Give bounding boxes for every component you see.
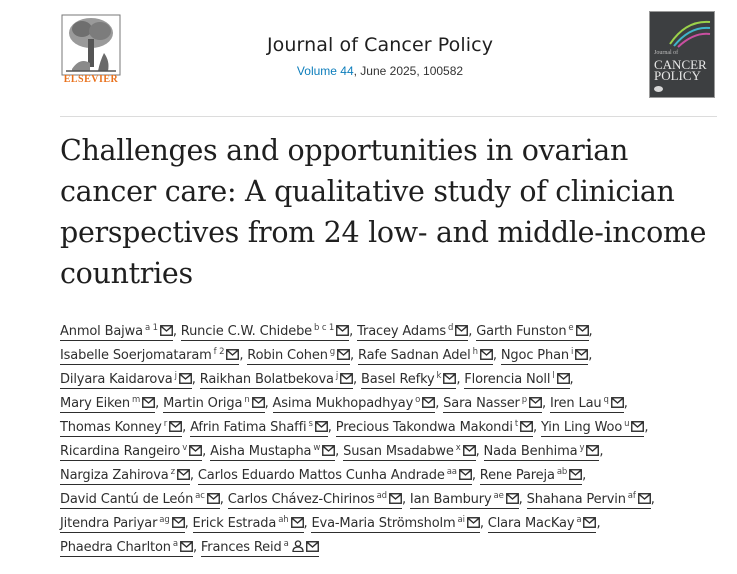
author-affiliation: r	[163, 419, 168, 429]
author-name: Garth Funston	[476, 324, 567, 339]
author-separator: ,	[350, 348, 359, 363]
author-separator: ,	[335, 444, 344, 459]
author-name: Dilyara Kaidarova	[60, 372, 173, 387]
envelope-icon[interactable]	[576, 325, 589, 336]
author-name: Nargiza Zahirova	[60, 468, 169, 483]
author-link[interactable]	[358, 348, 493, 365]
author-separator: ,	[599, 444, 604, 459]
author-separator: ,	[533, 420, 541, 435]
author-line	[60, 462, 722, 486]
article-title: Challenges and opportunities in ovarian cancer care: A qualitative study of clinician perspectives from 24 low- and middle-income countries	[60, 134, 707, 290]
author-affiliation: a	[283, 539, 289, 549]
author-name: Florencia Noll	[464, 372, 551, 387]
envelope-icon[interactable]	[443, 373, 456, 384]
author-name: Susan Msadabwe	[343, 444, 454, 459]
author-name: Carlos Eduardo Mattos Cunha Andrade	[197, 468, 445, 483]
author-line	[60, 342, 722, 366]
author-separator: ,	[596, 516, 601, 531]
author-link[interactable]	[60, 348, 239, 365]
author-separator: ,	[518, 492, 527, 507]
author-separator: ,	[202, 444, 211, 459]
author-name: Precious Takondwa Makondi	[335, 420, 513, 435]
author-link[interactable]	[357, 324, 468, 341]
envelope-icon[interactable]	[207, 493, 220, 504]
author-affiliation: f 2	[213, 347, 225, 357]
person-icon	[292, 540, 304, 552]
author-affiliation: ah	[278, 515, 289, 525]
author-link[interactable]	[60, 396, 155, 413]
author-affiliation: g	[329, 347, 336, 357]
envelope-icon[interactable]	[252, 397, 265, 408]
author-separator: ,	[182, 420, 191, 435]
author-affiliation: a	[576, 515, 582, 525]
author-separator: ,	[303, 516, 312, 531]
author-link[interactable]	[336, 420, 533, 437]
author-link[interactable]	[198, 468, 472, 485]
author-name: Martin Origa	[163, 396, 243, 411]
envelope-icon[interactable]	[506, 493, 519, 504]
author-line	[60, 414, 722, 438]
envelope-icon[interactable]	[480, 349, 493, 360]
author-name: Isabelle Soerjomataram	[60, 348, 212, 363]
author-link[interactable]	[60, 420, 182, 437]
author-link[interactable]	[484, 444, 600, 461]
author-separator: ,	[401, 492, 410, 507]
volume-link[interactable]: Volume 44	[296, 64, 354, 78]
author-link[interactable]	[60, 372, 192, 389]
author-name: Erick Estrada	[192, 516, 277, 531]
author-name: Frances Reid	[200, 540, 282, 555]
author-separator: ,	[219, 492, 228, 507]
envelope-icon[interactable]	[180, 541, 193, 552]
envelope-icon[interactable]	[455, 325, 468, 336]
author-affiliation: t	[514, 419, 519, 429]
author-name: Ricardina Rangeiro	[60, 444, 181, 459]
author-line	[60, 510, 722, 534]
author-affiliation: ab	[556, 467, 568, 477]
author-affiliation: x	[455, 443, 461, 453]
author-separator: ,	[542, 396, 550, 411]
author-separator: ,	[479, 516, 488, 531]
envelope-icon[interactable]	[569, 469, 582, 480]
author-name: Ngoc Phan	[500, 348, 569, 363]
author-link[interactable]	[60, 324, 173, 341]
envelope-icon[interactable]	[322, 445, 335, 456]
author-name: Yin Ling Woo	[540, 420, 623, 435]
author-name: Asima Mukhopadhyay	[272, 396, 414, 411]
envelope-icon[interactable]	[169, 421, 182, 432]
author-link[interactable]	[190, 420, 328, 437]
author-link[interactable]	[60, 540, 193, 557]
journal-title-link[interactable]: Journal of Cancer Policy	[266, 34, 494, 56]
author-affiliation: w	[313, 443, 321, 453]
author-name: Anmol Bajwa	[60, 324, 143, 339]
author-affiliation: aa	[446, 467, 457, 477]
author-link[interactable]	[480, 468, 582, 485]
journal-info	[180, 34, 580, 78]
author-link[interactable]	[311, 516, 479, 533]
author-name: Basel Refky	[361, 372, 435, 387]
author-affiliation: k	[436, 371, 442, 381]
author-line	[60, 486, 722, 510]
author-affiliation: y	[579, 443, 585, 453]
author-separator: ,	[191, 372, 200, 387]
author-link[interactable]	[550, 396, 624, 413]
envelope-icon[interactable]	[631, 421, 644, 432]
header-divider	[60, 116, 717, 117]
author-name: Thomas Konney	[60, 420, 162, 435]
author-affiliation: j	[174, 371, 177, 381]
author-affiliation: b c 1	[314, 323, 335, 333]
author-name: Mary Eiken	[60, 396, 130, 411]
author-separator: ,	[192, 540, 201, 555]
author-affiliation: a	[172, 539, 178, 549]
author-link[interactable]	[163, 396, 264, 413]
author-separator: ,	[327, 420, 336, 435]
author-affiliation: s	[308, 419, 313, 429]
author-affiliation: e	[568, 323, 574, 333]
author-link[interactable]	[200, 372, 353, 389]
author-separator: ,	[650, 492, 655, 507]
envelope-icon[interactable]	[226, 349, 239, 360]
envelope-icon[interactable]	[583, 517, 596, 528]
cover-swirl-graphic	[668, 18, 712, 48]
author-affiliation: p	[521, 395, 527, 405]
author-separator: ,	[172, 324, 181, 339]
author-affiliation: n	[244, 395, 250, 405]
author-link[interactable]	[476, 324, 588, 341]
author-separator: ,	[189, 468, 198, 483]
author-name: Eva-Maria Strömsholm	[311, 516, 456, 531]
author-affiliation: d	[447, 323, 454, 333]
author-link[interactable]	[60, 516, 185, 533]
author-name: Rafe Sadnan Adel	[358, 348, 471, 363]
envelope-icon[interactable]	[336, 325, 349, 336]
author-link[interactable]	[60, 492, 220, 509]
envelope-icon[interactable]	[638, 493, 651, 504]
author-affiliation: i	[571, 347, 574, 357]
author-link[interactable]	[488, 516, 597, 533]
envelope-icon[interactable]	[529, 397, 542, 408]
envelope-icon[interactable]	[160, 325, 173, 336]
author-link[interactable]	[541, 420, 644, 437]
envelope-icon[interactable]	[575, 349, 588, 360]
author-affiliation: af	[627, 491, 636, 501]
publisher-name: ELSEVIER	[63, 74, 119, 85]
envelope-icon[interactable]	[142, 397, 155, 408]
author-separator: ,	[644, 420, 649, 435]
author-affiliation: h	[472, 347, 478, 357]
author-link[interactable]	[464, 372, 569, 389]
author-separator: ,	[239, 348, 248, 363]
author-line	[60, 438, 722, 462]
author-link[interactable]	[193, 516, 304, 533]
envelope-icon[interactable]	[557, 373, 570, 384]
author-affiliation: ae	[493, 491, 504, 501]
author-affiliation: z	[170, 467, 175, 477]
author-separator: ,	[582, 468, 587, 483]
author-name: Tracey Adams	[357, 324, 446, 339]
cover-title: Journal of CANCER POLICY	[654, 50, 707, 83]
journal-header	[60, 10, 717, 114]
author-separator: ,	[623, 396, 628, 411]
author-separator: ,	[471, 468, 480, 483]
author-separator: ,	[475, 444, 484, 459]
envelope-icon[interactable]	[179, 373, 192, 384]
author-link[interactable]	[181, 324, 349, 341]
author-link[interactable]	[201, 540, 319, 557]
envelope-icon[interactable]	[315, 421, 328, 432]
author-link[interactable]	[210, 444, 335, 461]
author-affiliation: ag	[159, 515, 170, 525]
author-separator: ,	[353, 372, 361, 387]
author-name: Robin Cohen	[247, 348, 328, 363]
author-link[interactable]	[501, 348, 588, 365]
author-name: Nada Benhima	[483, 444, 578, 459]
author-separator: ,	[349, 324, 358, 339]
author-affiliation: u	[624, 419, 630, 429]
author-affiliation: j	[335, 371, 339, 381]
author-name: Aisha Mustapha	[210, 444, 312, 459]
author-affiliation: v	[182, 443, 188, 453]
author-link[interactable]	[361, 372, 456, 389]
author-name: Phaedra Charlton	[60, 540, 171, 555]
author-separator: ,	[456, 372, 465, 387]
envelope-icon[interactable]	[172, 517, 185, 528]
author-separator: ,	[155, 396, 164, 411]
author-link[interactable]	[343, 444, 475, 461]
author-name: Jitendra Pariyar	[60, 516, 158, 531]
author-link[interactable]	[228, 492, 402, 509]
author-separator: ,	[468, 324, 477, 339]
journal-cover-image[interactable]	[649, 11, 715, 98]
issue-info	[180, 64, 580, 78]
author-affiliation: o	[415, 395, 421, 405]
envelope-icon[interactable]	[337, 349, 350, 360]
envelope-icon[interactable]	[520, 421, 533, 432]
author-name: Raikhan Bolatbekova	[199, 372, 334, 387]
author-name: Shahana Pervin	[526, 492, 626, 507]
author-line	[60, 366, 722, 390]
envelope-icon[interactable]	[189, 445, 202, 456]
author-separator: ,	[588, 348, 593, 363]
author-link[interactable]	[410, 492, 519, 509]
envelope-icon[interactable]	[306, 541, 319, 552]
author-name: Afrin Fatima Shaffi	[190, 420, 307, 435]
author-link[interactable]	[247, 348, 350, 365]
author-name: Ian Bambury	[409, 492, 492, 507]
author-name: Sara Nasser	[443, 396, 520, 411]
author-name: Rene Pareja	[479, 468, 555, 483]
author-link[interactable]	[60, 468, 190, 485]
envelope-icon[interactable]	[463, 445, 476, 456]
envelope-icon[interactable]	[422, 397, 435, 408]
envelope-icon[interactable]	[467, 517, 480, 528]
author-affiliation: l	[552, 371, 555, 381]
author-name: Clara MacKay	[487, 516, 575, 531]
author-affiliation: ac	[195, 491, 205, 501]
author-name: Carlos Chávez-Chirinos	[227, 492, 375, 507]
author-line	[60, 534, 722, 558]
issue-date: , June 2025, 100582	[353, 64, 464, 78]
author-name: Iren Lau	[549, 396, 602, 411]
author-list	[60, 318, 722, 558]
author-affiliation: ad	[376, 491, 387, 501]
author-link[interactable]	[527, 492, 651, 509]
envelope-icon[interactable]	[389, 493, 402, 504]
elsevier-tree-logo[interactable]	[60, 10, 122, 80]
envelope-icon[interactable]	[459, 469, 472, 480]
author-separator: ,	[184, 516, 193, 531]
author-separator: ,	[435, 396, 444, 411]
author-affiliation: a 1	[144, 323, 158, 333]
author-separator: ,	[569, 372, 574, 387]
author-affiliation: ai	[457, 515, 465, 525]
author-name: Runcie C.W. Chidebe	[180, 324, 313, 339]
author-link[interactable]	[273, 396, 436, 413]
author-separator: ,	[264, 396, 273, 411]
author-link[interactable]	[443, 396, 542, 413]
author-separator: ,	[588, 324, 593, 339]
envelope-icon[interactable]	[291, 517, 304, 528]
cover-publisher-mark	[654, 86, 663, 92]
envelope-icon[interactable]	[586, 445, 599, 456]
author-separator: ,	[492, 348, 501, 363]
author-line	[60, 390, 722, 414]
envelope-icon[interactable]	[611, 397, 624, 408]
author-affiliation: q	[603, 395, 609, 405]
envelope-icon[interactable]	[177, 469, 190, 480]
author-line	[60, 318, 722, 342]
author-link[interactable]	[60, 444, 202, 461]
author-name: David Cantú de León	[60, 492, 194, 507]
envelope-icon[interactable]	[340, 373, 353, 384]
author-affiliation: m	[131, 395, 141, 405]
